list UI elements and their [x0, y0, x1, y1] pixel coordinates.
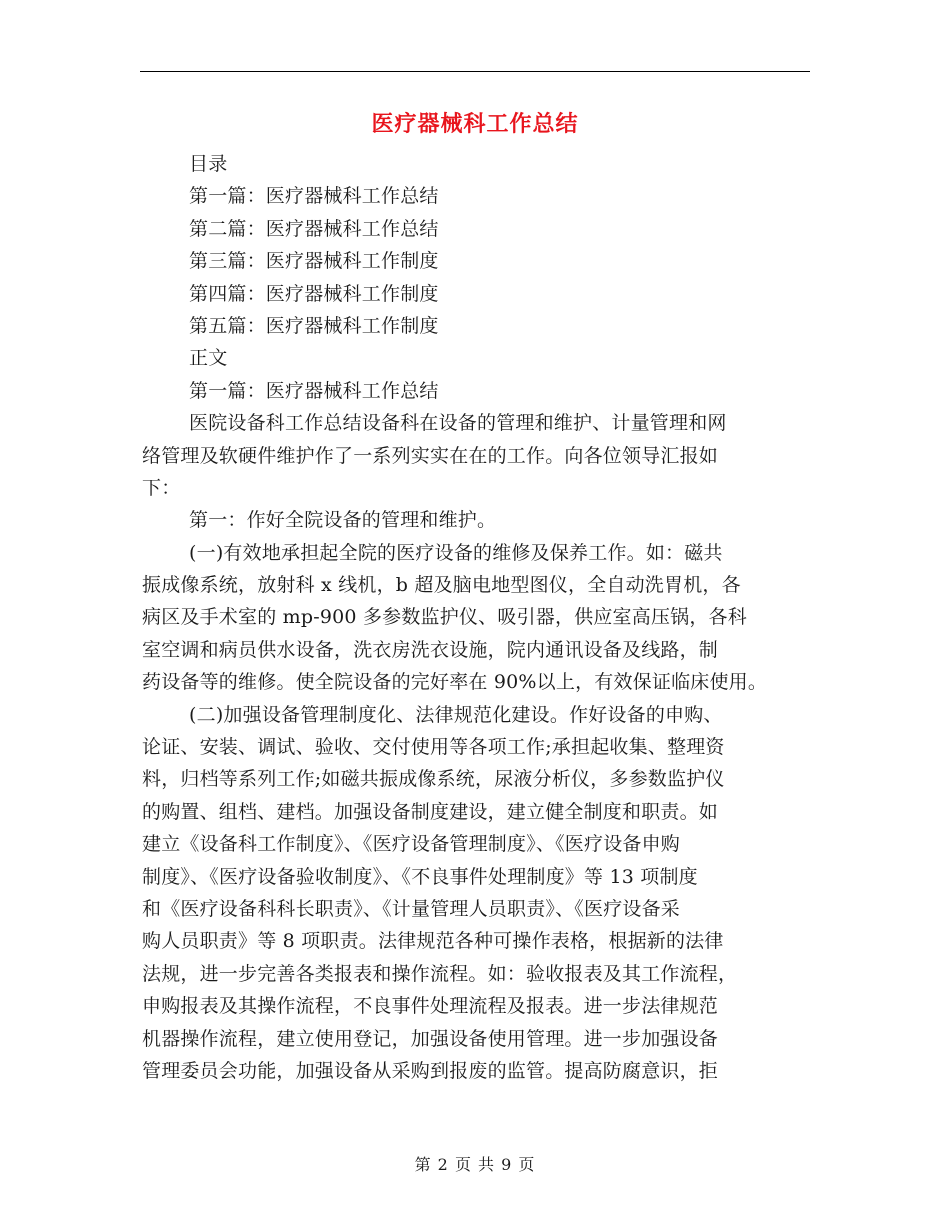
text-line: (一)有效地承担起全院的医疗设备的维修及保养工作。如：磁共 — [189, 541, 723, 564]
text-line: 络管理及软硬件维护作了一系列实实在在的工作。向各位领导汇报如 — [142, 444, 719, 467]
text-line: 振成像系统，放射科 x 线机，b 超及脑电地型图仪，全自动洗胃机，各 — [142, 574, 741, 597]
text-line: 药设备等的维修。使全院设备的完好率在 90%以上，有效保证临床使用。 — [142, 671, 768, 694]
text-line: 制度》、《医疗设备验收制度》、《不良事件处理制度》等 13 项制度 — [142, 865, 698, 888]
text-line: 的购置、组档、建档。加强设备制度建设，建立健全制度和职责。如 — [142, 800, 719, 823]
text-line: 下： — [142, 476, 181, 499]
document-title: 医疗器械科工作总结 — [371, 112, 579, 137]
header-rule — [140, 71, 810, 72]
text-line: 正文 — [189, 347, 228, 370]
text-line: 第一篇：医疗器械科工作总结 — [189, 379, 439, 402]
text-line: 第三篇：医疗器械科工作制度 — [189, 250, 439, 273]
text-line: 第四篇：医疗器械科工作制度 — [189, 282, 439, 305]
text-line: 第一：作好全院设备的管理和维护。 — [189, 509, 497, 532]
text-line: 购人员职责》等 8 项职责。法律规范各种可操作表格，根据新的法律 — [142, 930, 724, 953]
text-line: 法规，进一步完善各类报表和操作流程。如：验收报表及其工作流程， — [142, 962, 738, 985]
text-line: 申购报表及其操作流程，不良事件处理流程及报表。进一步法律规范 — [142, 995, 719, 1018]
text-line: 医院设备科工作总结设备科在设备的管理和维护、计量管理和网 — [189, 412, 727, 435]
text-line: 第二篇：医疗器械科工作总结 — [189, 217, 439, 240]
text-line: (二)加强设备管理制度化、法律规范化建设。作好设备的申购、 — [189, 703, 723, 726]
text-line: 第五篇：医疗器械科工作制度 — [189, 314, 439, 337]
text-line: 料，归档等系列工作;如磁共振成像系统，尿液分析仪，多参数监护仪 — [142, 768, 725, 791]
text-line: 管理委员会功能，加强设备从采购到报废的监管。提高防腐意识，拒 — [142, 1059, 719, 1082]
text-line: 病区及手术室的 mp-900 多参数监护仪、吸引器，供应室高压锅，各科 — [142, 606, 747, 629]
text-line: 室空调和病员供水设备，洗衣房洗衣设施，院内通讯设备及线路，制 — [142, 638, 719, 661]
text-line: 机器操作流程，建立使用登记，加强设备使用管理。进一步加强设备 — [142, 1027, 719, 1050]
document-body — [142, 148, 810, 1087]
text-line: 第一篇：医疗器械科工作总结 — [189, 185, 439, 208]
text-line: 和《医疗设备科科长职责》、《计量管理人员职责》、《医疗设备采 — [142, 897, 681, 920]
text-line: 论证、安装、调试、验收、交付使用等各项工作;承担起收集、整理资 — [142, 736, 725, 759]
page-number-footer: 第 2 页 共 9 页 — [414, 1155, 536, 1174]
text-line: 目录 — [189, 153, 228, 175]
text-line: 建立《设备科工作制度》、《医疗设备管理制度》、《医疗设备申购 — [142, 833, 681, 856]
